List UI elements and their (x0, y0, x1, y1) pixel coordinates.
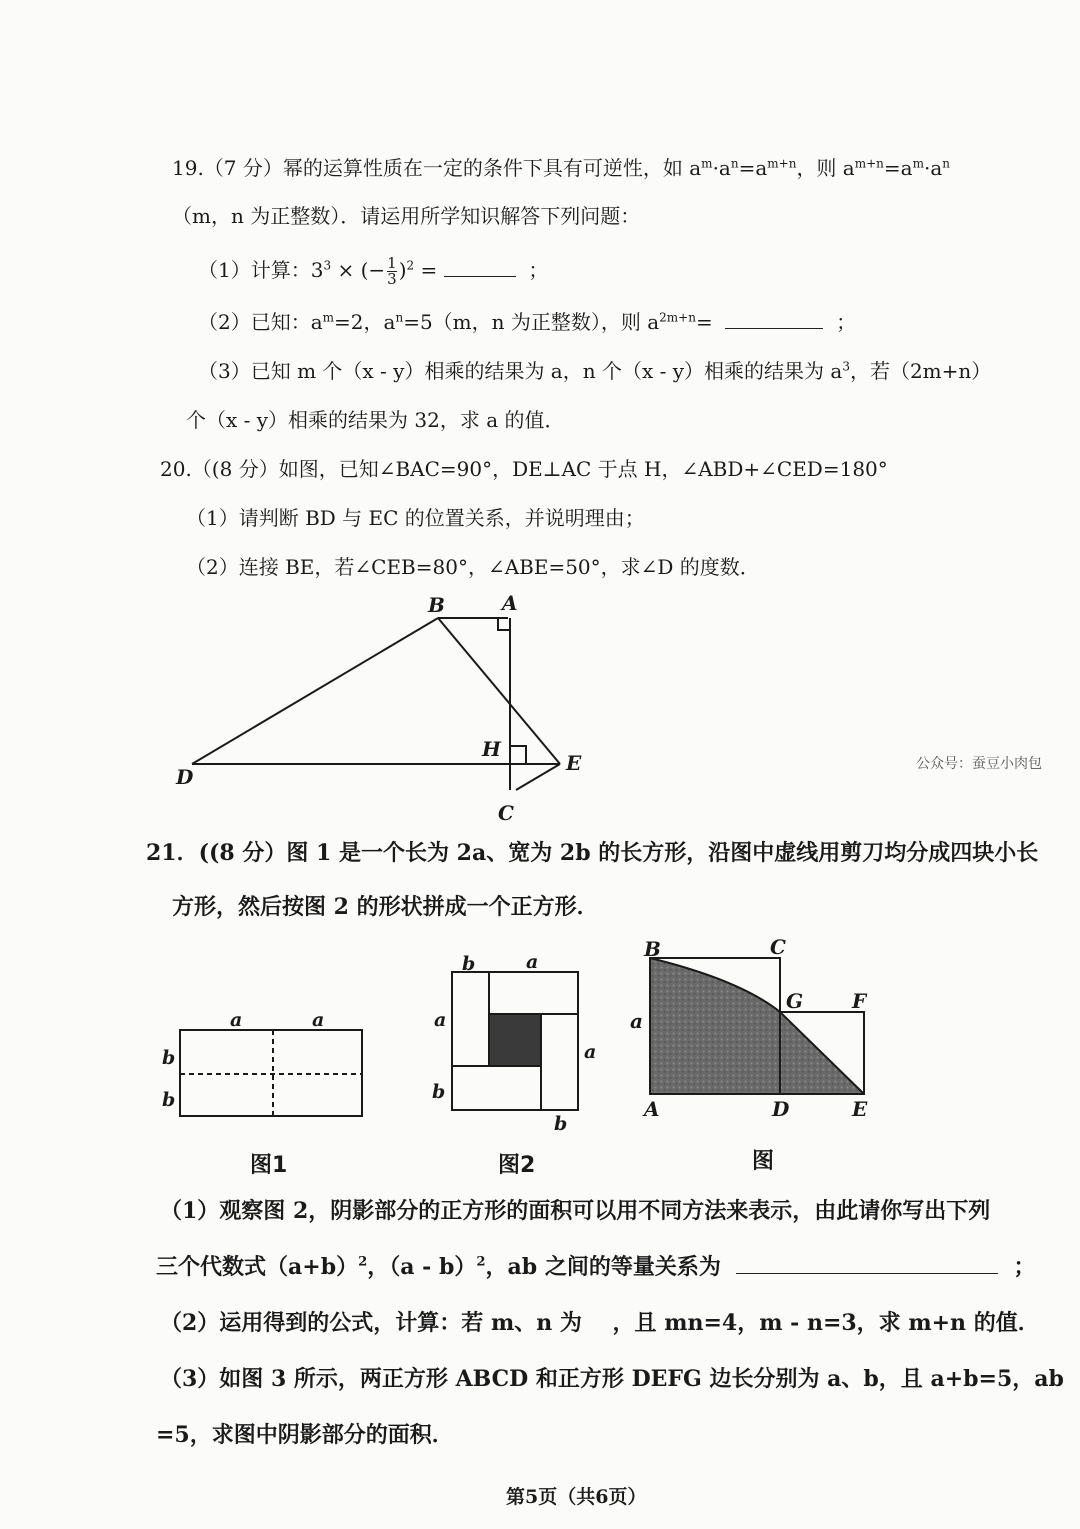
q21-part1-line1: （1）观察图 2，阴影部分的正方形的面积可以用不同方法来表示，由此请你写出下列 (160, 1198, 991, 1224)
q20-part1: （1）请判断 BD 与 EC 的位置关系，并说明理由； (186, 506, 645, 530)
q19-part3-line1: （3）已知 m 个（x - y）相乘的结果为 a，n 个（x - y）相乘的结果为 $a^3$，若（2m+n） (198, 359, 992, 383)
q20-label-D: D (176, 765, 194, 789)
fig1-label-b2: b (162, 1089, 176, 1111)
q21-heading-line1: 21．((8 分）图 1 是一个长为 2a、宽为 2b 的长方形，沿图中虚线用剪刀均分成四块小长 (146, 840, 1039, 866)
answer-blank-3[interactable] (736, 1271, 998, 1274)
fig2-caption: 图2 (498, 1153, 536, 1178)
figure-1 (180, 1030, 362, 1116)
q20-label-E: E (566, 751, 582, 775)
fig1-label-a2: a (312, 1009, 325, 1031)
fig1-label-b1: b (162, 1047, 176, 1069)
fig1-label-a1: a (230, 1009, 243, 1031)
fig3-label-D: D (772, 1097, 790, 1121)
fig1-caption: 图1 (250, 1153, 288, 1178)
fig2-label-a-top: a (526, 951, 539, 973)
fig3-label-F: F (852, 989, 867, 1013)
page-footer: 第5页（共6页） (506, 1486, 647, 1508)
fig3-label-B: B (644, 937, 661, 961)
q20-label-H: H (482, 737, 501, 761)
fig3-label-G: G (786, 989, 804, 1013)
q21-part1-line2: 三个代数式$(a+b)^2$，（a - b）$^2$，ab 之间的等量关系为 ； (156, 1254, 1036, 1280)
q21-part3-line2: =5，求图中阴影部分的面积． (156, 1422, 454, 1448)
fig2-label-b-bottom: b (554, 1113, 568, 1135)
fig2-label-a-left: a (434, 1009, 447, 1031)
watermark-text: 公众号：蚕豆小肉包 (916, 756, 1042, 772)
q19-part3-line2: 个（x - y）相乘的结果为 32，求 a 的值． (186, 408, 565, 432)
q21-heading-line2: 方形，然后按图 2 的形状拼成一个正方形． (172, 894, 599, 920)
q20-label-C: C (498, 801, 514, 825)
q19-part1: （1）计算：$3^3$ × (− $\frac{1}{3}$ )$^2$ = ； (198, 254, 549, 288)
q20-label-B: B (428, 593, 445, 617)
q20-label-A: A (502, 591, 518, 615)
q20-heading: 20.（(8 分）如图，已知∠BAC=90°，DE⊥AC 于点 H，∠ABD+∠CED=180° (160, 457, 888, 481)
q21-part2: （2）运用得到的公式，计算：若 m、n 为 ，且 mn=4，m - n=3，求 m+n 的值． (160, 1310, 1040, 1336)
q20-part2: （2）连接 BE，若∠CEB=80°，∠ABE=50°，求∠D 的度数． (186, 555, 760, 579)
fig3-label-A: A (644, 1097, 660, 1121)
figure-3 (650, 958, 864, 1094)
q19-intro-line2: （m，n 为正整数）．请运用所学知识解答下列问题： (172, 204, 641, 228)
fig2-label-b-left: b (432, 1081, 446, 1103)
q19-heading: 19.（7 分）幂的运算性质在一定的条件下具有可逆性，如 $a^m\cdot a^n=a^{m+n}$，则 $a^{m+n}=a^m\cdot a^n$ (172, 156, 950, 180)
fig3-label-C: C (770, 935, 786, 959)
fig2-label-b-top: b (462, 953, 476, 975)
q19-part2: （2）已知：$a^m=2$，$a^n=5(m$，n 为正整数），则 $a^{2m+n}=$ ； (198, 310, 857, 334)
fraction-one-third: $\frac{1}{3}$ (387, 254, 397, 288)
fig3-caption: 图 (752, 1149, 775, 1174)
fig3-label-a: a (630, 1009, 643, 1033)
figure-2 (452, 972, 578, 1110)
fig3-label-E: E (852, 1097, 868, 1121)
fig2-label-a-right: a (584, 1041, 597, 1063)
q21-part3-line1: （3）如图 3 所示，两正方形 ABCD 和正方形 DEFG 边长分别为 a、b，且 a+b=5，ab (160, 1366, 1064, 1392)
